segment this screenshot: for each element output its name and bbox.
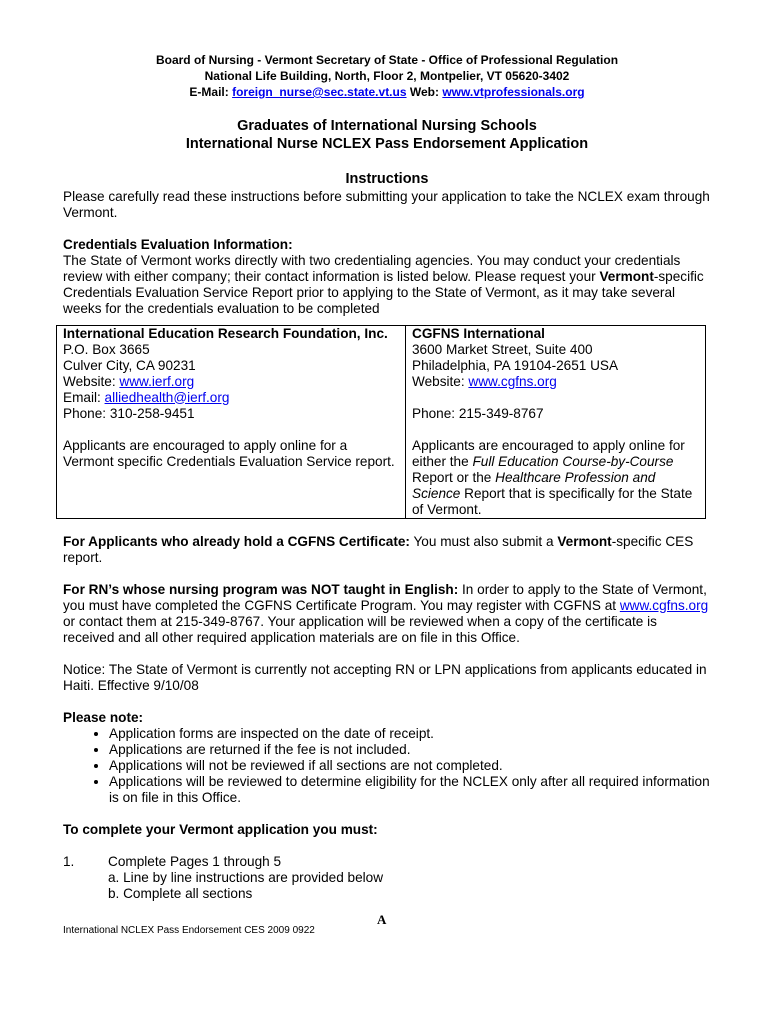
instructions-heading: Instructions — [345, 171, 429, 187]
letterhead — [63, 52, 711, 100]
letterhead-contact — [63, 84, 711, 100]
cgfns-name: CGFNS International — [412, 325, 545, 341]
please-note-heading: Please note: — [63, 709, 144, 725]
ierf-cell — [57, 325, 406, 518]
list-item: • Applications will be reviewed to determine eligibility for the NCLEX only after all required information is on file in this Office. — [109, 774, 711, 806]
cgfns-website-label: Website: — [412, 373, 469, 389]
complete-heading: To complete your Vermont application you must: — [63, 821, 378, 837]
step-1 — [63, 854, 711, 870]
ierf-phone: Phone: 310-258-9451 — [63, 405, 195, 421]
email-label: E-Mail: — [189, 85, 229, 99]
title-line-2: International Nurse NCLEX Pass Endorsement Application — [185, 135, 589, 152]
cgfns-note — [412, 438, 701, 518]
non-english-lead: For RN’s whose nursing program was NOT taught in English: — [63, 581, 459, 597]
cgfns-holders-text: You must also submit a — [409, 533, 558, 549]
list-item: • Applications will not be reviewed if all sections are not completed. — [109, 758, 711, 774]
ierf-email — [63, 390, 401, 406]
page-mark: A — [377, 912, 387, 927]
cgfns-address-1: 3600 Market Street, Suite 400 — [412, 341, 593, 357]
ierf-email-link[interactable]: alliedhealth@ierf.org — [104, 389, 230, 405]
cgfns-note-part: Report or the — [412, 469, 496, 485]
credentials-text-part: -specific Credentials Evaluation Service Report prior to applying to the State of Vermont, as it may take several weeks for the credentials evaluation to be completed — [63, 268, 704, 316]
web-label: Web: — [409, 85, 439, 99]
instructions-text: Please carefully read these instructions before submitting your application to take the NCLEX exam through Vermont. — [63, 188, 710, 220]
cgfns-note-part: Report that is specifically for the State of Vermont. — [412, 485, 693, 517]
cgfns-website-link[interactable]: www.cgfns.org — [468, 373, 557, 389]
ierf-address-1: P.O. Box 3665 — [63, 341, 150, 357]
ierf-email-label: Email: — [63, 389, 105, 405]
ierf-website-link[interactable]: www.ierf.org — [119, 373, 195, 389]
document-title — [63, 118, 711, 153]
credentials-heading: Credentials Evaluation Information: — [63, 236, 293, 252]
title-line-1: Graduates of International Nursing Schools — [237, 118, 537, 134]
ierf-name: International Education Research Foundation, Inc. — [63, 325, 388, 341]
credentials-text-part: The State of Vermont works directly with two credentialing agencies. You may conduct your credentials review with either company; their contact information is listed below. Please request your — [63, 252, 681, 284]
step-number: 1. — [63, 853, 75, 869]
cgfns-holders-bold: Vermont — [557, 533, 612, 549]
step-1-sub-b: b. Complete all sections — [108, 885, 253, 901]
list-item: • Applications are returned if the fee is not included. — [109, 742, 711, 758]
cgfns-holders-text: -specific CES report. — [63, 533, 694, 565]
step-text: Complete Pages 1 through 5 — [108, 853, 282, 869]
please-note-list — [63, 726, 711, 806]
cgfns-address-2: Philadelphia, PA 19104-2651 USA — [412, 357, 619, 373]
list-item: • Application forms are inspected on the date of receipt. — [109, 726, 711, 742]
cgfns-note-italic: Full Education Course-by-Course — [472, 453, 674, 469]
letterhead-line-1: Board of Nursing - Vermont Secretary of State - Office of Professional Regulation — [155, 53, 619, 67]
web-link[interactable]: www.vtprofessionals.org — [442, 85, 585, 99]
cgfns-holders-lead: For Applicants who already hold a CGFNS Certificate: — [63, 533, 410, 549]
document-page — [63, 52, 711, 902]
step-1-sub-a: a. Line by line instructions are provided below — [108, 869, 384, 885]
ierf-address-2: Culver City, CA 90231 — [63, 357, 196, 373]
credentials-text-bold: Vermont — [599, 268, 654, 284]
cgfns-phone: Phone: 215-349-8767 — [412, 405, 544, 421]
footer: International NCLEX Pass Endorsement CES 2009 0922 — [63, 925, 315, 936]
agencies-table — [56, 325, 706, 519]
ierf-website — [63, 374, 401, 390]
ierf-note: Applicants are encouraged to apply online for a Vermont specific Credentials Evaluation Service report. — [63, 437, 395, 469]
cgfns-cell — [406, 325, 706, 518]
non-english-text: In order to apply to the State of Vermont, you must have completed the CGFNS Certificate Program. You may register with CGFNS at — [63, 581, 707, 613]
cgfns-note-italic: Healthcare Profession and Science — [412, 469, 656, 501]
letterhead-line-2: National Life Building, North, Floor 2, Montpelier, VT 05620-3402 — [204, 69, 570, 83]
credentials-text — [63, 253, 711, 317]
cgfns-note-part: Applicants are encouraged to apply online for either the — [412, 437, 685, 469]
haiti-notice: Notice: The State of Vermont is currently not accepting RN or LPN applications from applicants educated in Haiti. Effective 9/10/08 — [63, 661, 707, 693]
cgfns-link[interactable]: www.cgfns.org — [619, 597, 709, 613]
cgfns-holders-paragraph — [63, 534, 711, 566]
email-link[interactable]: foreign_nurse@sec.state.vt.us — [232, 85, 407, 99]
non-english-paragraph — [63, 582, 711, 646]
non-english-text: or contact them at 215-349-8767. Your application will be reviewed when a copy of the certificate is received and all other required application materials are on file in this Office. — [63, 613, 657, 645]
ierf-website-label: Website: — [63, 373, 120, 389]
cgfns-website — [412, 374, 701, 390]
